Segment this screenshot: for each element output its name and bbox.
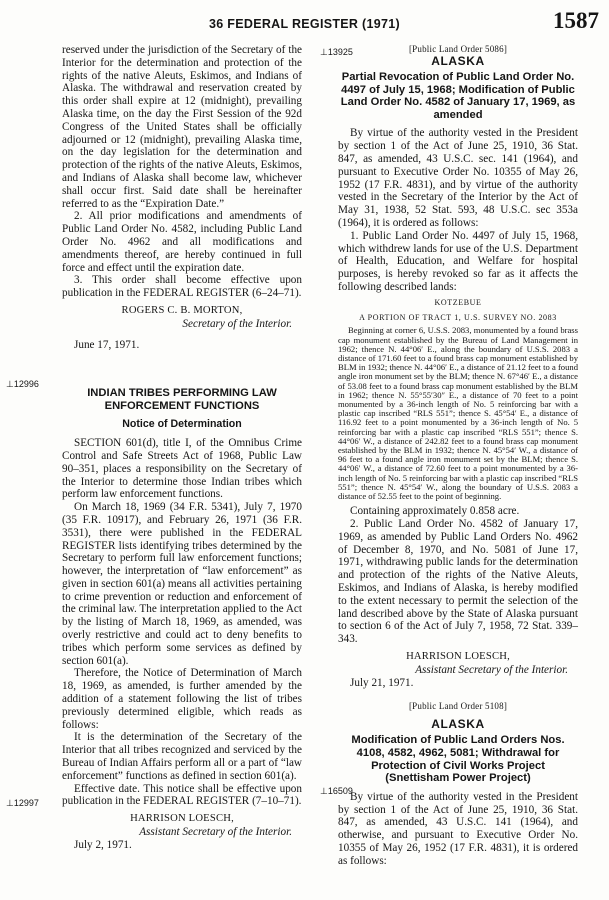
paragraph: On March 18, 1969 (34 F.R. 5341), July 7, 1970 (35 F.R. 10917), and February 26, 1971 (36 F.R. 3531), there were published in the FEDERAL REGISTER lists identifying tribes determined by the Secretary to perform full law enforcement functions; however, the interpretation of “law enforcement” as given in section 601(a) means all activities pertaining to crime prevention or reduction and enforcement of the criminal law. The interpretation applied to the Act by the listing of March 18, 1969, as amended, was overly restrictive and could act to deny benefits to tribes which perform some services as defined by section 601(a). [62, 501, 302, 667]
effective-date-paragraph: Effective date. This notice shall be effective upon publication in the FEDERAL REGISTER (7–10–71). [62, 782, 302, 808]
state-heading: ALASKA [431, 717, 485, 732]
margin-note: ⊥12996 [6, 379, 39, 389]
signature-date: July 21, 1971. [350, 676, 414, 689]
state-heading: ALASKA [431, 54, 485, 68]
order-number: [Public Land Order 5086] [408, 44, 508, 54]
section-subtitle: Notice of Determination [122, 418, 242, 431]
page-number: 1587 [553, 8, 599, 33]
section-title: INDIAN TRIBES PERFORMING LAW ENFORCEMENT FUNCTIONS [87, 387, 277, 412]
signature-name: ROGERS C. B. MORTON, [121, 304, 243, 316]
paragraph: reserved under the jurisdiction of the Secretary of the Interior for the determination and protection of the rights of the native Aleuts, Eskimos, and Indians of Alaska. The withdrawal and reservation created by this order shall expire at 12 (midnight), prevailing Alaska time, on the day the First Session of the 92d Congress of the United States shall be officially adjourned or 12 (midnight), prevailing Alaska time, on the day legislation for the determination and protection of the rights of the native Aleuts, Eskimos, and Indians of Alaska shall become law, whichever shall occur first. Said date shall be hereinafter referred to as the “Expiration Date.” [62, 44, 302, 210]
right-column [338, 44, 578, 868]
signature-title: Assistant Secretary of the Interior. [415, 663, 568, 676]
paragraph: 2. Public Land Order No. 4582 of January 17, 1969, as amended by Public Land Orders No. 4962 of December 8, 1970, and No. 5081 of June 17, 1971, withdrawing public lands for the determination and protection of the rights of the Native Aleuts, Eskimos, and Indians of Alaska, is hereby modified to the extent necessary to permit the selection of the land described above by the State of Alaska pursuant to section 6 of the Act of July 7, 1958, 72 Stat. 339–343. [338, 517, 578, 646]
location-heading: KOTZEBUE [434, 297, 482, 307]
paragraph: Therefore, the Notice of Determination of March 18, 1969, as amended, is further amended by the addition of a statement following the list of tribes previously determined eligible, which reads as follows: [62, 667, 302, 731]
order-title: Partial Revocation of Public Land Order No. 4497 of July 15, 1968; Modification of Public Land Order No. 4582 of January 17, 1969, as amended [340, 71, 576, 121]
paragraph: 1. Public Land Order No. 4497 of July 15, 1968, which withdrew lands for use of the U.S. Department of Health, Education, and Welfare for hospital purposes, is hereby revoked so far as it affects the following described lands: [338, 229, 578, 293]
order-number: [Public Land Order 5108] [408, 701, 508, 712]
signature-date: June 17, 1971. [74, 338, 140, 351]
paragraph: 3. This order shall become effective upon publication in the FEDERAL REGISTER (6–24–71). [62, 274, 302, 300]
signature-title: Secretary of the Interior. [182, 317, 292, 330]
order-title: Modification of Public Land Orders Nos. 4108, 4582, 4962, 5081; Withdrawal for Protection of Civil Works Project (Snettisham Power Project) [351, 734, 565, 785]
paragraph: It is the determination of the Secretary of the Interior that all tribes recognized and serviced by the Bureau of Indian Affairs perform all or a part of “law enforcement” functions as defined in section 601(a). [62, 731, 302, 782]
paragraph: By virtue of the authority vested in the President by section 1 of the Act of June 25, 1910, 36 Stat. 847, as amended, 43 U.S.C. 141 (1964), and otherwise, and pursuant to Executive Order No. 10355 of May 26, 1952 (17 F.R. 4831), it is ordered as follows: [338, 790, 578, 867]
page-header [0, 8, 609, 34]
margin-note: ⊥12997 [6, 798, 39, 808]
signature-date: July 2, 1971. [74, 838, 132, 851]
paragraph: 2. All prior modifications and amendments of Public Land Order No. 4582, including Public Land Order No. 4962 and all modifications and amendments thereof, are hereby continued in full force and effect until the expiration date. [62, 210, 302, 274]
signature-title: Assistant Secretary of the Interior. [139, 826, 292, 839]
paragraph: Containing approximately 0.858 acre. [350, 505, 520, 518]
margin-note: ⊥13925 [320, 47, 353, 57]
paragraph: SECTION 601(d), title I, of the Omnibus Crime Control and Safe Streets Act of 1968, Public Law 90–351, places a responsibility on the Secretary of the Interior to determine those Indian tribes which perform law enforcement functions. [62, 437, 302, 501]
signature-name: HARRISON LOESCH, [130, 813, 234, 825]
running-head: 36 FEDERAL REGISTER (1971) [209, 17, 400, 31]
paragraph: By virtue of the authority vested in the President by section 1 of the Act of June 25, 1910, 36 Stat. 847, as amended, 43 U.S.C. sec. 141 (1964), and pursuant to Executive Order No. 10355 of May 26, 1952 (17 F.R. 4831), and by virtue of the authority vested in the Secretary of the Interior by the Act of May 31, 1938, 52 Stat. 593, 48 U.S.C. sec 353a (1964), it is ordered as follows: [338, 127, 578, 229]
tract-heading: A PORTION OF TRACT 1, U.S. SURVEY NO. 2083 [359, 312, 557, 322]
signature-name: HARRISON LOESCH, [406, 650, 510, 662]
left-column [62, 44, 302, 852]
land-description: Beginning at corner 6, U.S.S. 2083, monumented by a found brass cap monument established by the Bureau of Land Management in 1962; thence N. 44°06′ E., along the boundary of U.S.S. 2083 a distance of 171.60 feet to a found brass cap monument established by BLM in 1932; thence N. 44°06′ E., a distance of 21.12 feet to a found angle iron monument set by the BLM; thence N. 67°46′ E., a distance of 53.08 feet to a found brass cap monument established by the BLM in 1962; thence N. 55°55′30″ E., a distance of 70 feet to a point monumented by a 36-inch length of No. 5 reinforcing bar with a plastic cap inscribed “RLS 551”; thence S. 45°54′ E., a distance of 116.92 feet to a point monumented by a 36-inch length of No. 5 reinforcing bar with a plastic cap inscribed “RLS 551”; thence S. 44°06′ W., a distance of 242.82 feet to a found brass cap monument established by the BLM in 1932; thence N. 45°54′ W., a distance of 96 feet to a found angle iron monument set by the BLM; thence S. 44°06′ W., a distance of 72.60 feet to a point monumented by a 36-inch length of No. 5 reinforcing bar with a plastic cap inscribed “RLS 551”; thence N. 45°54′ W., along the boundary of U.S.S. 2083 a distance of 52.55 feet to the point of beginning. [338, 325, 578, 501]
margin-note: ⊥16509 [320, 786, 353, 796]
